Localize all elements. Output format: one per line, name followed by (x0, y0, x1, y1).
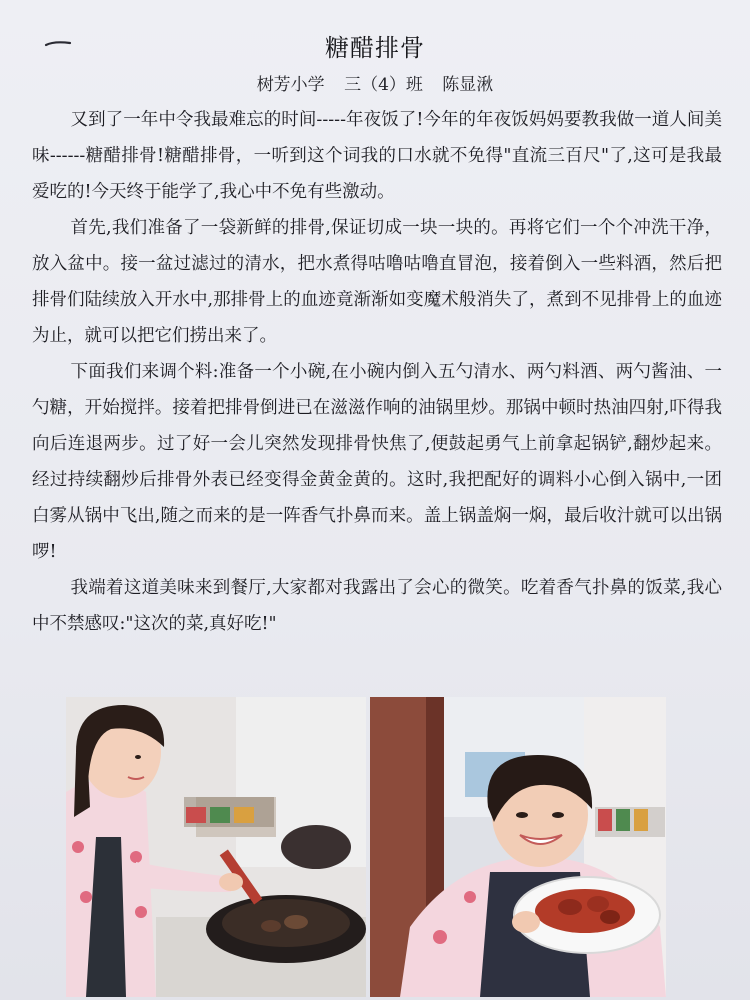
document-title: 糖醋排骨 (325, 34, 425, 62)
essay-body (32, 102, 722, 642)
paragraph-1: 又到了一年中令我最难忘的时间-----年夜饭了!今年的年夜饭妈妈要教我做一道人间美味------糖醋排骨!糖醋排骨，一听到这个词我的口水就不免得"直流三百尺"了,这可是我最爱吃的!今天终于能学了,我心中不免有些激动。 (32, 110, 722, 202)
photo-girl-holding-dish (370, 697, 666, 997)
paragraph-3: 下面我们来调个料:准备一个小碗,在小碗内倒入五勺清水、两勺料酒、两勺酱油、一勺糖，开始搅拌。接着把排骨倒进已在滋滋作响的油锅里炒。那锅中顿时热油四射,吓得我向后连退两步。过了好一会儿突然发现排骨快焦了,便鼓起勇气上前拿起锅铲,翻炒起来。经过持续翻炒后排骨外表已经变得金黄金黄的。这时,我把配好的调料小心倒入锅中,一团白雾从锅中飞出,随之而来的是一阵香气扑鼻而来。盖上锅盖焖一焖，最后收汁就可以出锅啰! (32, 362, 722, 562)
paragraph-4: 我端着这道美味来到餐厅,大家都对我露出了会心的微笑。吃着香气扑鼻的饭菜,我心中不禁感叹:"这次的菜,真好吃!" (32, 578, 722, 634)
paragraph-2: 首先,我们准备了一袋新鲜的排骨,保证切成一块一块的。再将它们一个个冲洗干净，放入盆中。接一盆过滤过的清水，把水煮得咕噜咕噜直冒泡，接着倒入一些料酒，然后把排骨们陆续放入开水中,那排骨上的血迹竟渐渐如变魔术般消失了，煮到不见排骨上的血迹为止，就可以把它们捞出来了。 (32, 218, 722, 346)
photo-strip (66, 697, 666, 997)
photo-girl-cooking (66, 697, 366, 997)
author-byline: 树芳小学 三（4）班 陈显湫 (256, 75, 494, 95)
